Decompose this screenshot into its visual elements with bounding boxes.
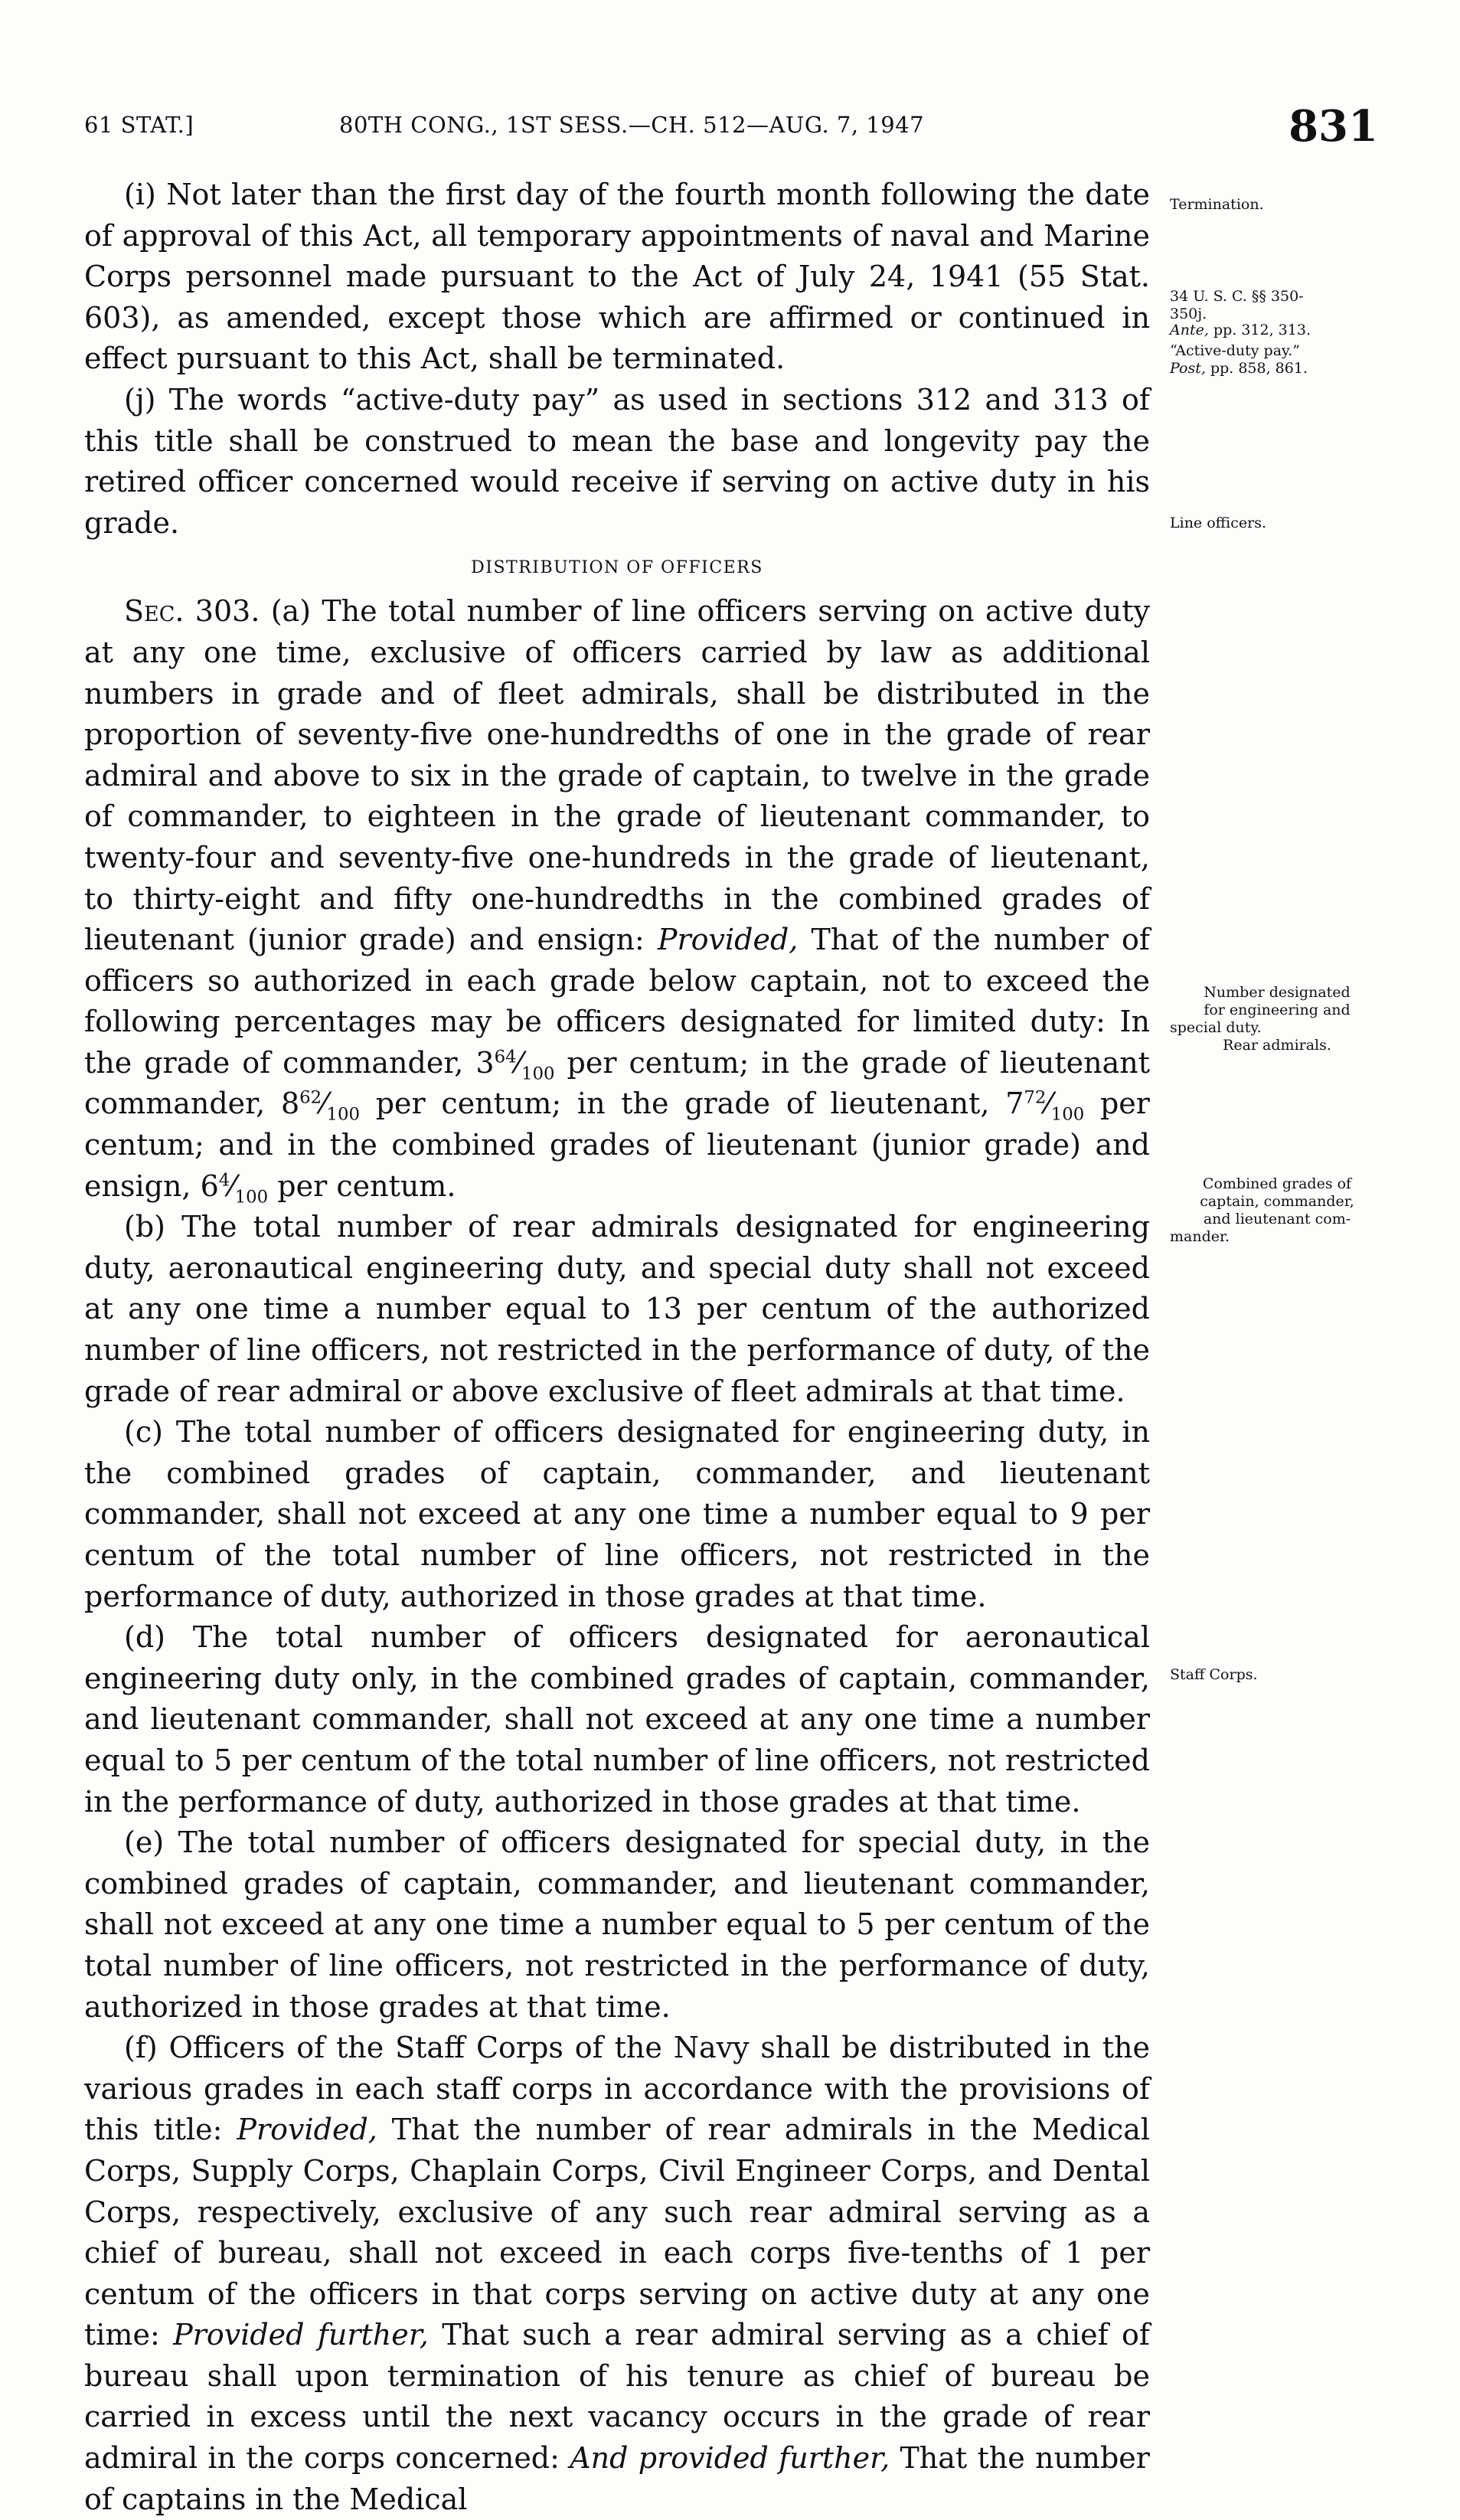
paragraph-f: (f) Officers of the Staff Corps of the Navy shall be distributed in the various grades in each staff corps in accordance with the provisions of this title: Provided, That the number of rear admirals in the Medical Corps, Supply Corps, Chaplain Corps, Civil Engineer Corps, and Dental Corps, respectively, exclusive of any such rear admiral serving as a chief of bureau, shall not exceed in each corps five-tenths of 1 per centum of the officers in that corps serving on active duty at any one time: Provided further, That such a rear admiral serving as a chief of bureau shall upon termination of his tenure as chief of bureau be carried in excess until the next vacancy occurs in the grade of rear admiral in the corps concerned: And provided further, That the number of captains in the Medical: [84, 2031, 1150, 2516]
provided-term: Provided,: [657, 923, 799, 957]
note-staff-corps: Staff Corps.: [1170, 1666, 1258, 1683]
note-line-officers: Line officers.: [1170, 515, 1266, 531]
section-label: Sec. 303.: [124, 594, 260, 629]
note-usc-citation: 34 U. S. C. §§ 350- 350j.: [1170, 288, 1304, 322]
paragraph-i: (i) Not later than the first day of the fourth month following the date of approval of this Act, all temporary appointments of naval and Marine Corps personnel made pursuant to the Act of July 24, 1941 (55 Stat. 603), as amended, except those which are affirmed or continued in effect pursuant to this Act, shall be terminated.: [84, 178, 1150, 376]
provided-term: Provided further,: [173, 2318, 429, 2352]
note-ante: Ante, pp. 312, 313.: [1170, 322, 1311, 338]
header-volume: 61 STAT.]: [84, 112, 194, 138]
fraction: $7^{72}⁄_{100}$: [1005, 1087, 1085, 1126]
note-active-duty-pay: “Active-duty pay.” Post, pp. 858, 861.: [1170, 342, 1308, 377]
fraction: $3^{64}⁄_{100}$: [475, 1045, 555, 1084]
note-termination: Termination.: [1170, 196, 1264, 213]
note-number-designated: Number designated for engineering and special duty. Rear admirals.: [1170, 984, 1351, 1054]
paragraph-b: (b) The total number of rear admirals designated for engineering duty, aeronautical engineering duty, and special duty shall not exceed at any one time a number equal to 13 per centum of the authorized number of line officers, not restricted in the performance of duty, of the grade of rear admiral or above exclusive of fleet admirals at that time.: [84, 1210, 1150, 1408]
page-header: [84, 101, 1378, 161]
section-heading: DISTRIBUTION OF OFFICERS: [471, 558, 763, 578]
paragraph-303a: Sec. 303. (a) The total number of line officers serving on active duty at any one time, exclusive of officers carried by law as additional numbers in grade and of fleet admirals, shall be distributed in the proportion of seventy-five one-hundredths of one in the grade of rear admiral and above to six in the grade of captain, to twelve in the grade of commander, to eighteen in the grade of lieutenant commander, to twenty-four and seventy-five one-hundreds in the grade of lieutenant, to thirty-eight and fifty one-hundredths in the combined grades of lieutenant (junior grade) and ensign: Provided, That of the number of officers so authorized in each grade below captain, not to exceed the following percentages may be officers designated for limited duty: In the grade of commander, $3^{64}⁄_{100}$ per centum; in the grade of lieutenant commander, $8^{62}⁄_{100}$ per centum; in the grade of lieutenant, $7^{72}⁄_{100}$ per centum; and in the combined grades of lieutenant (junior grade) and ensign, $6^4⁄_{100}$ per centum.: [84, 594, 1151, 1208]
paragraph-j: (j) The words “active-duty pay” as used in sections 312 and 313 of this title shall be construed to mean the base and longevity pay the retired officer concerned would receive if serving on active duty in his grade.: [84, 382, 1150, 540]
paragraph-e: (e) The total number of officers designated for special duty, in the combined grades of captain, commander, and lieutenant commander, shall not exceed at any one time a number equal to 5 per centum of the total number of line officers, not restricted in the performance of duty, authorized in those grades at that time.: [84, 1825, 1150, 2024]
provided-term: And provided further,: [570, 2441, 890, 2476]
page-number: 831: [1289, 101, 1378, 152]
header-session: 80TH CONG., 1ST SESS.—CH. 512—AUG. 7, 1947: [339, 112, 925, 138]
body-text: [84, 175, 1150, 2520]
provided-term: Provided,: [237, 2113, 377, 2147]
paragraph-c: (c) The total number of officers designated for engineering duty, in the combined grades of captain, commander, and lieutenant commander, shall not exceed at any one time a number equal to 9 per centum of the total number of line officers, not restricted in the performance of duty, authorized in those grades at that time.: [84, 1415, 1150, 1613]
note-combined-grades: Combined grades of captain, commander, and lieutenant com- mander.: [1170, 1175, 1354, 1245]
paragraph-d: (d) The total number of officers designated for aeronautical engineering duty only, in the combined grades of captain, commander, and lieutenant commander, shall not exceed at any one time a number equal to 5 per centum of the total number of line officers, not restricted in the performance of duty, authorized in those grades at that time.: [84, 1620, 1150, 1819]
fraction: $8^{62}⁄_{100}$: [280, 1087, 361, 1126]
fraction: $6^4⁄_{100}$: [200, 1168, 269, 1208]
